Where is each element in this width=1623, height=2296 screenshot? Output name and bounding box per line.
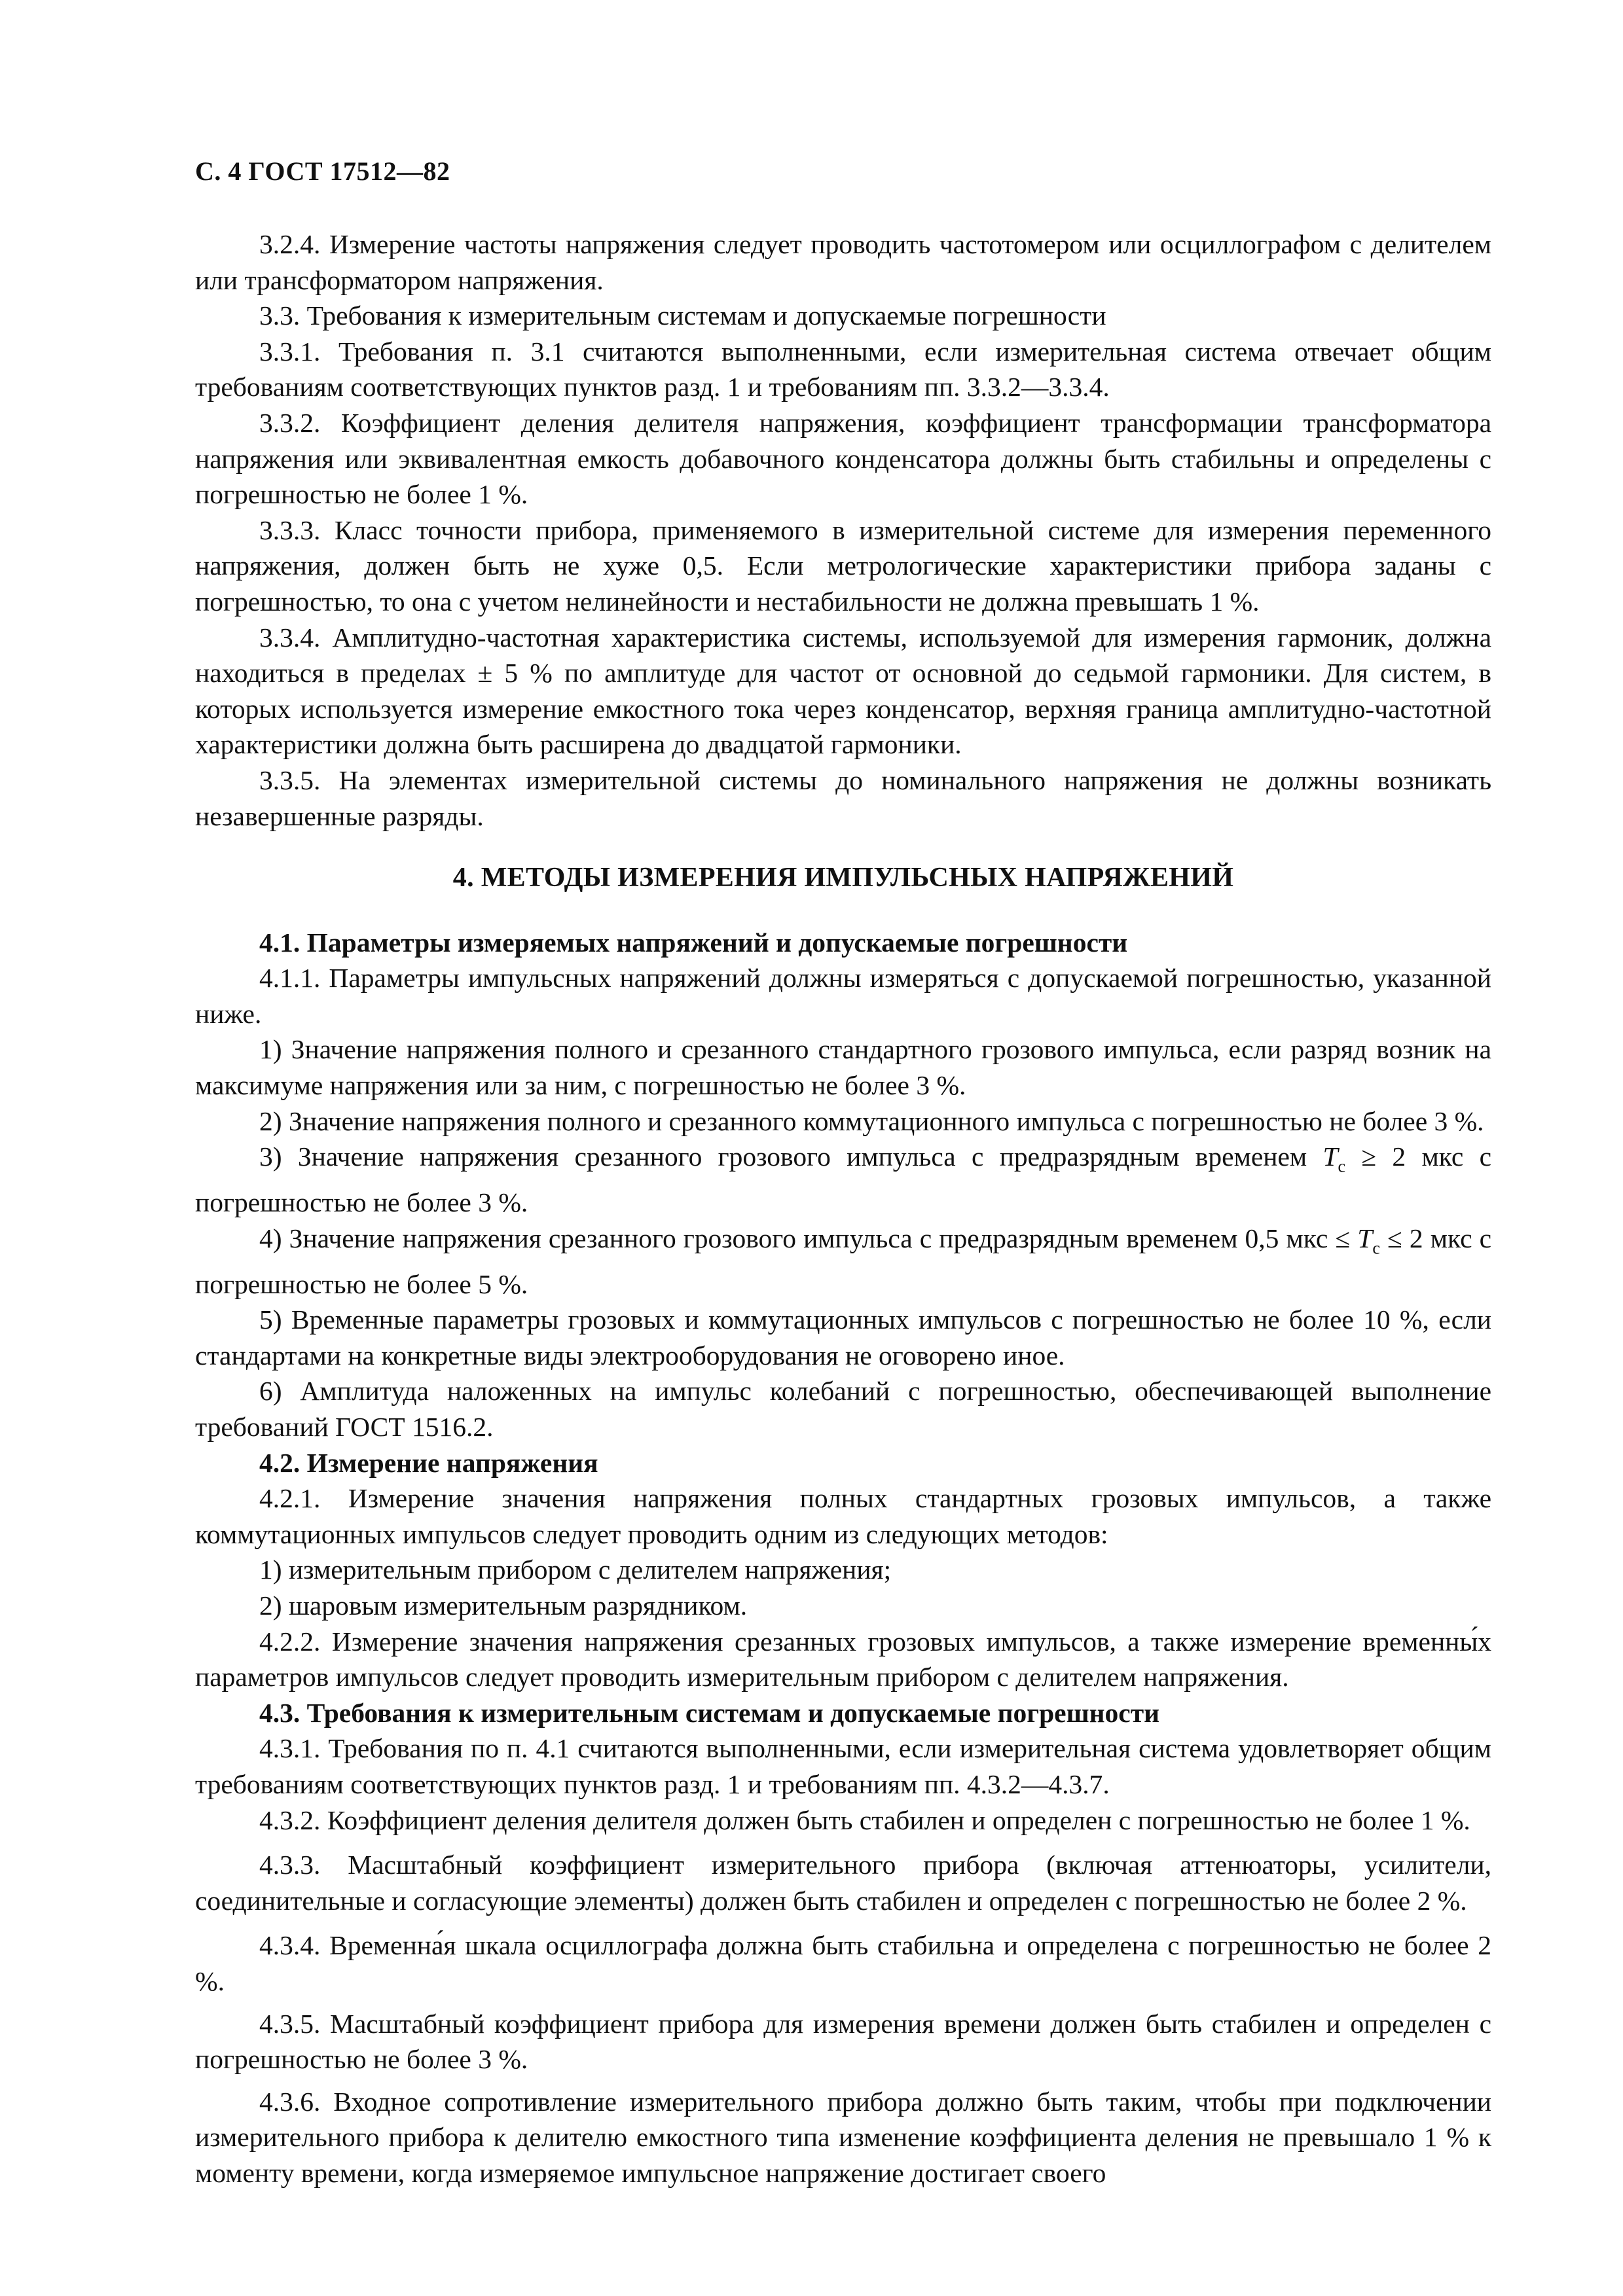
paragraph-4-2-1: 4.2.1. Измерение значения напряжения полных стандартных грозовых импульсов, а также коммутационных импульсов следует проводить одним из следующих методов: [195,1483,1491,1549]
list-item-3-end: ≥ 2 мкс с погрешностью не более 3 %. [195,1141,1491,1218]
paragraph-3-3-4: 3.3.4. Амплитудно-частотная характеристика системы, используемой для измерения гармоник, должна находиться в пределах ± 5 % по амплитуде для частот от основной до седьмой гармоники. Для систем, в которых используется измерение емкостного тока через конденсатор, верхняя граница амплитудно-частотной характеристики должна быть расширена до двадцатой гармоники. [195,622,1491,760]
paragraph-4-2-2: 4.2.2. Измерение значения напряжения срезанных грозовых импульсов, а также измерение временны́х параметров импульсов следует проводить измерительным прибором с делителем напряжения. [195,1626,1491,1693]
tc-subscript: c [1372,1238,1380,1258]
paragraph-4-1-1: 4.1.1. Параметры импульсных напряжений должны измеряться с допускаемой погрешностью, указанной ниже. [195,963,1491,1029]
list-item-2: 2) Значение напряжения полного и срезанного коммутационного импульса с погрешностью не более 3 %. [259,1105,1484,1136]
paragraph-4-3-2: 4.3.2. Коэффициент деления делителя должен быть стабилен и определен с погрешностью не более 1 %. [259,1804,1470,1835]
list-item-5: 5) Временные параметры грозовых и коммутационных импульсов с погрешностью не более 10 %, если стандартами на конкретные виды электрооборудования не оговорено иное. [195,1304,1491,1371]
subsection-4-3-heading: 4.3. Требования к измерительным системам и допускаемые погрешности [259,1697,1160,1728]
paragraph-4-3-4: 4.3.4. Временна́я шкала осциллографа должна быть стабильна и определена с погрешностью не более 2 %. [195,1930,1491,1996]
page-header: С. 4 ГОСТ 17512—82 [195,156,450,186]
tc-symbol: T [1322,1141,1338,1172]
list-item-4-end: ≤ 2 мкс с погрешностью не более 5 %. [195,1223,1492,1299]
paragraph-4-3-3: 4.3.3. Масштабный коэффициент измерительного прибора (включая аттенюаторы, усилители, соединительные и согласующие элементы) должен быть стабилен и определен с погрешностью не более 2 %. [195,1850,1491,1916]
paragraph-4-3-5: 4.3.5. Масштабный коэффициент прибора для измерения времени должен быть стабилен и определен с погрешностью не более 3 %. [195,2008,1491,2075]
list-item-4 [195,1221,1491,1302]
method-item-2: 2) шаровым измерительным разрядником. [259,1590,748,1621]
paragraph-3-3-5: 3.3.5. На элементах измерительной системы до номинального напряжения не должны возникать незавершенные разряды. [195,764,1491,831]
list-item-6: 6) Амплитуда наложенных на импульс колебаний с погрешностью, обеспечивающей выполнение требований ГОСТ 1516.2. [195,1376,1491,1442]
paragraph-3-3-2: 3.3.2. Коэффициент деления делителя напряжения, коэффициент трансформации трансформатора напряжения или эквивалентная емкость добавочного конденсатора должны быть стабильны и определены с погрешностью не более 1 %. [195,407,1491,510]
document-body [195,226,1491,2191]
paragraph-3-3-3: 3.3.3. Класс точности прибора, применяемого в измерительной системе для измерения переменного напряжения, должен быть не хуже 0,5. Если метрологические характеристики прибора заданы с погрешностью, то она с учетом нелинейности и нестабильности не должна превышать 1 %. [195,514,1491,617]
paragraph-3-2-4: 3.2.4. Измерение частоты напряжения следует проводить частотомером или осциллографом с делителем или трансформатором напряжения. [195,229,1491,295]
list-item-4-start: 4) Значение напряжения срезанного грозового импульса с предразрядным временем 0,5 мкс ≤ [259,1223,1358,1253]
method-item-1: 1) измерительным прибором с делителем напряжения; [259,1554,892,1585]
paragraph-3-3: 3.3. Требования к измерительным системам и допускаемые погрешности [259,300,1106,331]
tc-symbol: T [1357,1223,1373,1253]
subsection-4-2-heading: 4.2. Измерение напряжения [259,1447,598,1478]
list-item-1: 1) Значение напряжения полного и срезанного стандартного грозового импульса, если разряд возник на максимуме напряжения или за ним, с погрешностью не более 3 %. [195,1034,1491,1101]
list-item-3-start: 3) Значение напряжения срезанного грозового импульса с предразрядным временем [259,1141,1323,1172]
tc-subscript: c [1338,1157,1346,1176]
paragraph-3-3-1: 3.3.1. Требования п. 3.1 считаются выполненными, если измерительная система отвечает общим требованиям соответствующих пунктов разд. 1 и требованиям пп. 3.3.2—3.3.4. [195,336,1491,403]
subsection-4-1-heading: 4.1. Параметры измеряемых напряжений и допускаемые погрешности [259,927,1128,958]
list-item-3 [195,1139,1491,1220]
paragraph-4-3-6: 4.3.6. Входное сопротивление измерительного прибора должно быть таким, чтобы при подключении измерительного прибора к делителю емкостного типа изменение коэффициента деления не превышало 1 % к моменту времени, когда измеряемое импульсное напряжение достигает своего [195,2086,1491,2188]
section-4-heading: 4. МЕТОДЫ ИЗМЕРЕНИЯ ИМПУЛЬСНЫХ НАПРЯЖЕНИЙ [452,863,1234,893]
paragraph-4-3-1: 4.3.1. Требования по п. 4.1 считаются выполненными, если измерительная система удовлетворяет общим требованиям соответствующих пунктов разд. 1 и требованиям пп. 4.3.2—4.3.7. [195,1733,1491,1799]
